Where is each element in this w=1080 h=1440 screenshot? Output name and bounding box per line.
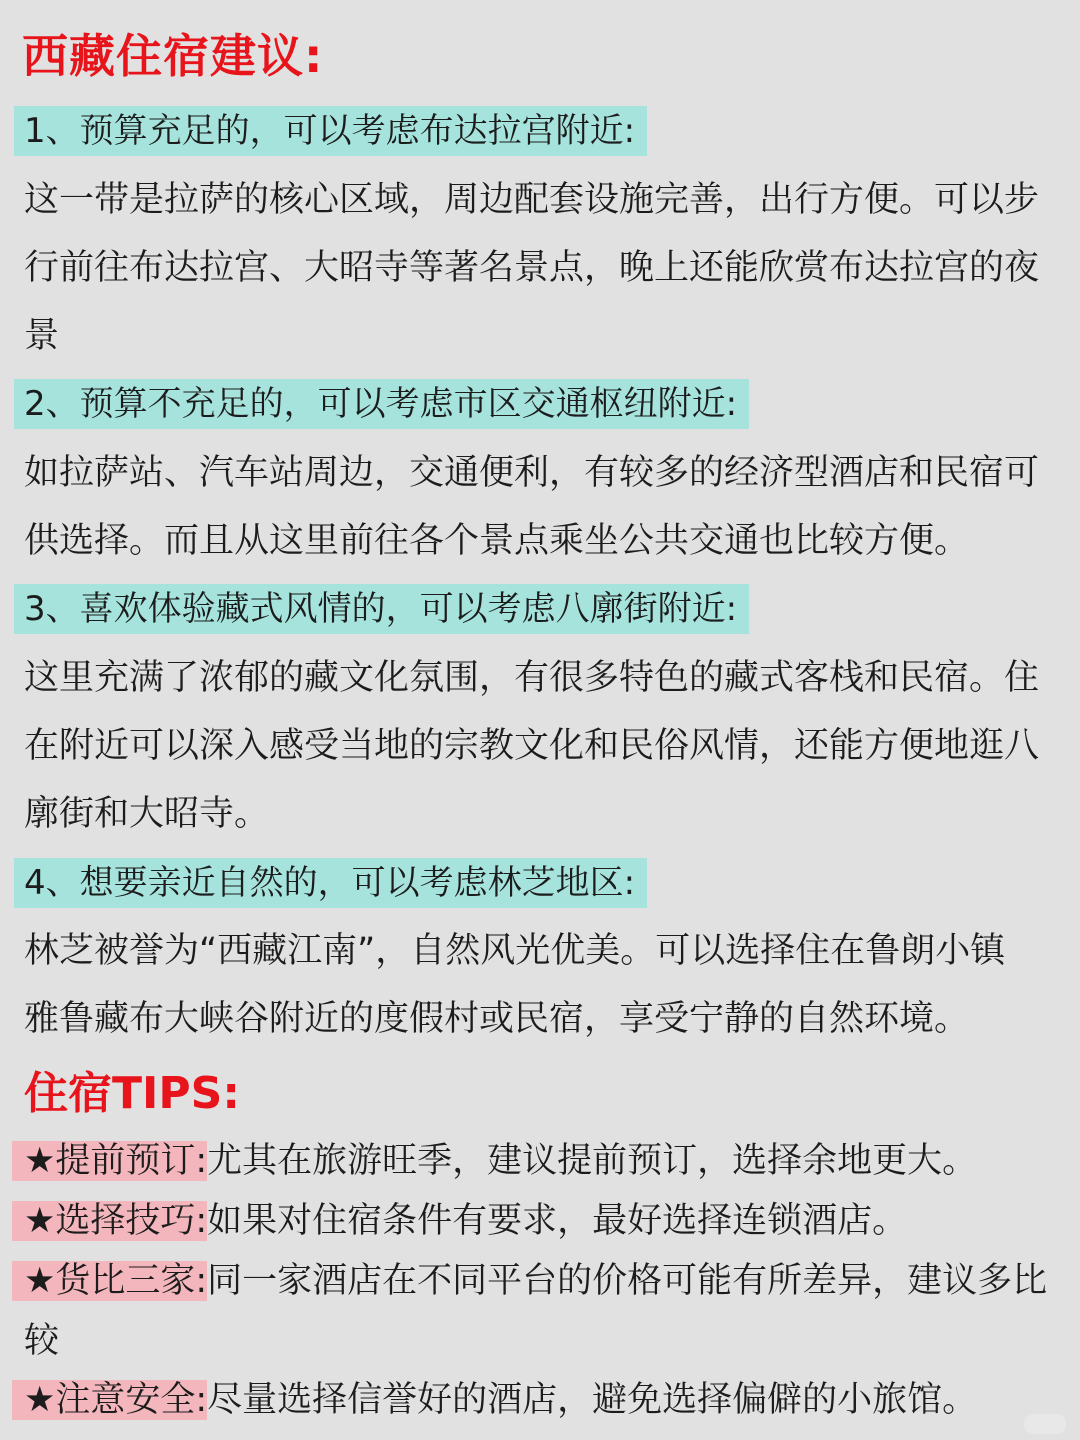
tips-title — [24, 1064, 240, 1124]
tip-label-2: ★选择技巧: — [12, 1201, 207, 1241]
tip-item-2 — [24, 1191, 1064, 1251]
tip-item-3 — [24, 1251, 1064, 1371]
tip-item-4 — [24, 1370, 1064, 1430]
watermark-logo — [1024, 1414, 1066, 1434]
section-body-4: 林芝被誉为“西藏江南”，自然风光优美。可以选择住在鲁朗小镇雅鲁藏布大峡谷附近的度假村或民宿，享受宁静的自然环境。 — [24, 931, 1006, 1039]
section-body-1: 这一带是拉萨的核心区域，周边配套设施完善，出行方便。可以步行前往布达拉宫、大昭寺等著名景点，晚上还能欣赏布达拉宫的夜景 — [24, 180, 1040, 356]
tip-label-4: ★注意安全: — [12, 1380, 207, 1420]
section-heading-1: 1、预算充足的，可以考虑布达拉宫附近: — [14, 106, 647, 156]
tips-title-en: TIPS: — [112, 1068, 240, 1119]
tip-label-3: ★货比三家: — [12, 1261, 207, 1301]
tip-item-1 — [24, 1131, 1064, 1191]
tip-text-2: 如果对住宿条件有要求，最好选择连锁酒店。 — [207, 1201, 908, 1241]
tip-text-1: 尤其在旅游旺季，建议提前预订，选择余地更大。 — [207, 1141, 978, 1181]
tip-text-4: 尽量选择信誉好的酒店，避免选择偏僻的小旅馆。 — [207, 1380, 978, 1420]
section-body-2: 如拉萨站、汽车站周边，交通便利，有较多的经济型酒店和民宿可供选择。而且从这里前往各个景点乘坐公共交通也比较方便。 — [24, 453, 1040, 561]
section-heading-2: 2、预算不充足的，可以考虑市区交通枢纽附近: — [14, 379, 749, 429]
tip-label-1: ★提前预订: — [12, 1141, 207, 1181]
section-heading-4: 4、想要亲近自然的，可以考虑林芝地区: — [14, 858, 647, 908]
tips-title-cn: 住宿 — [24, 1068, 112, 1119]
section-body-3: 这里充满了浓郁的藏文化氛围，有很多特色的藏式客栈和民宿。住在附近可以深入感受当地的宗教文化和民俗风情，还能方便地逛八廓街和大昭寺。 — [24, 658, 1040, 834]
tip-text-3: 同一家酒店在不同平台的价格可能有所差异，建议多比较 — [24, 1261, 1048, 1361]
section-heading-3: 3、喜欢体验藏式风情的，可以考虑八廓街附近: — [14, 584, 749, 634]
page-title: 西藏住宿建议: — [22, 29, 324, 83]
